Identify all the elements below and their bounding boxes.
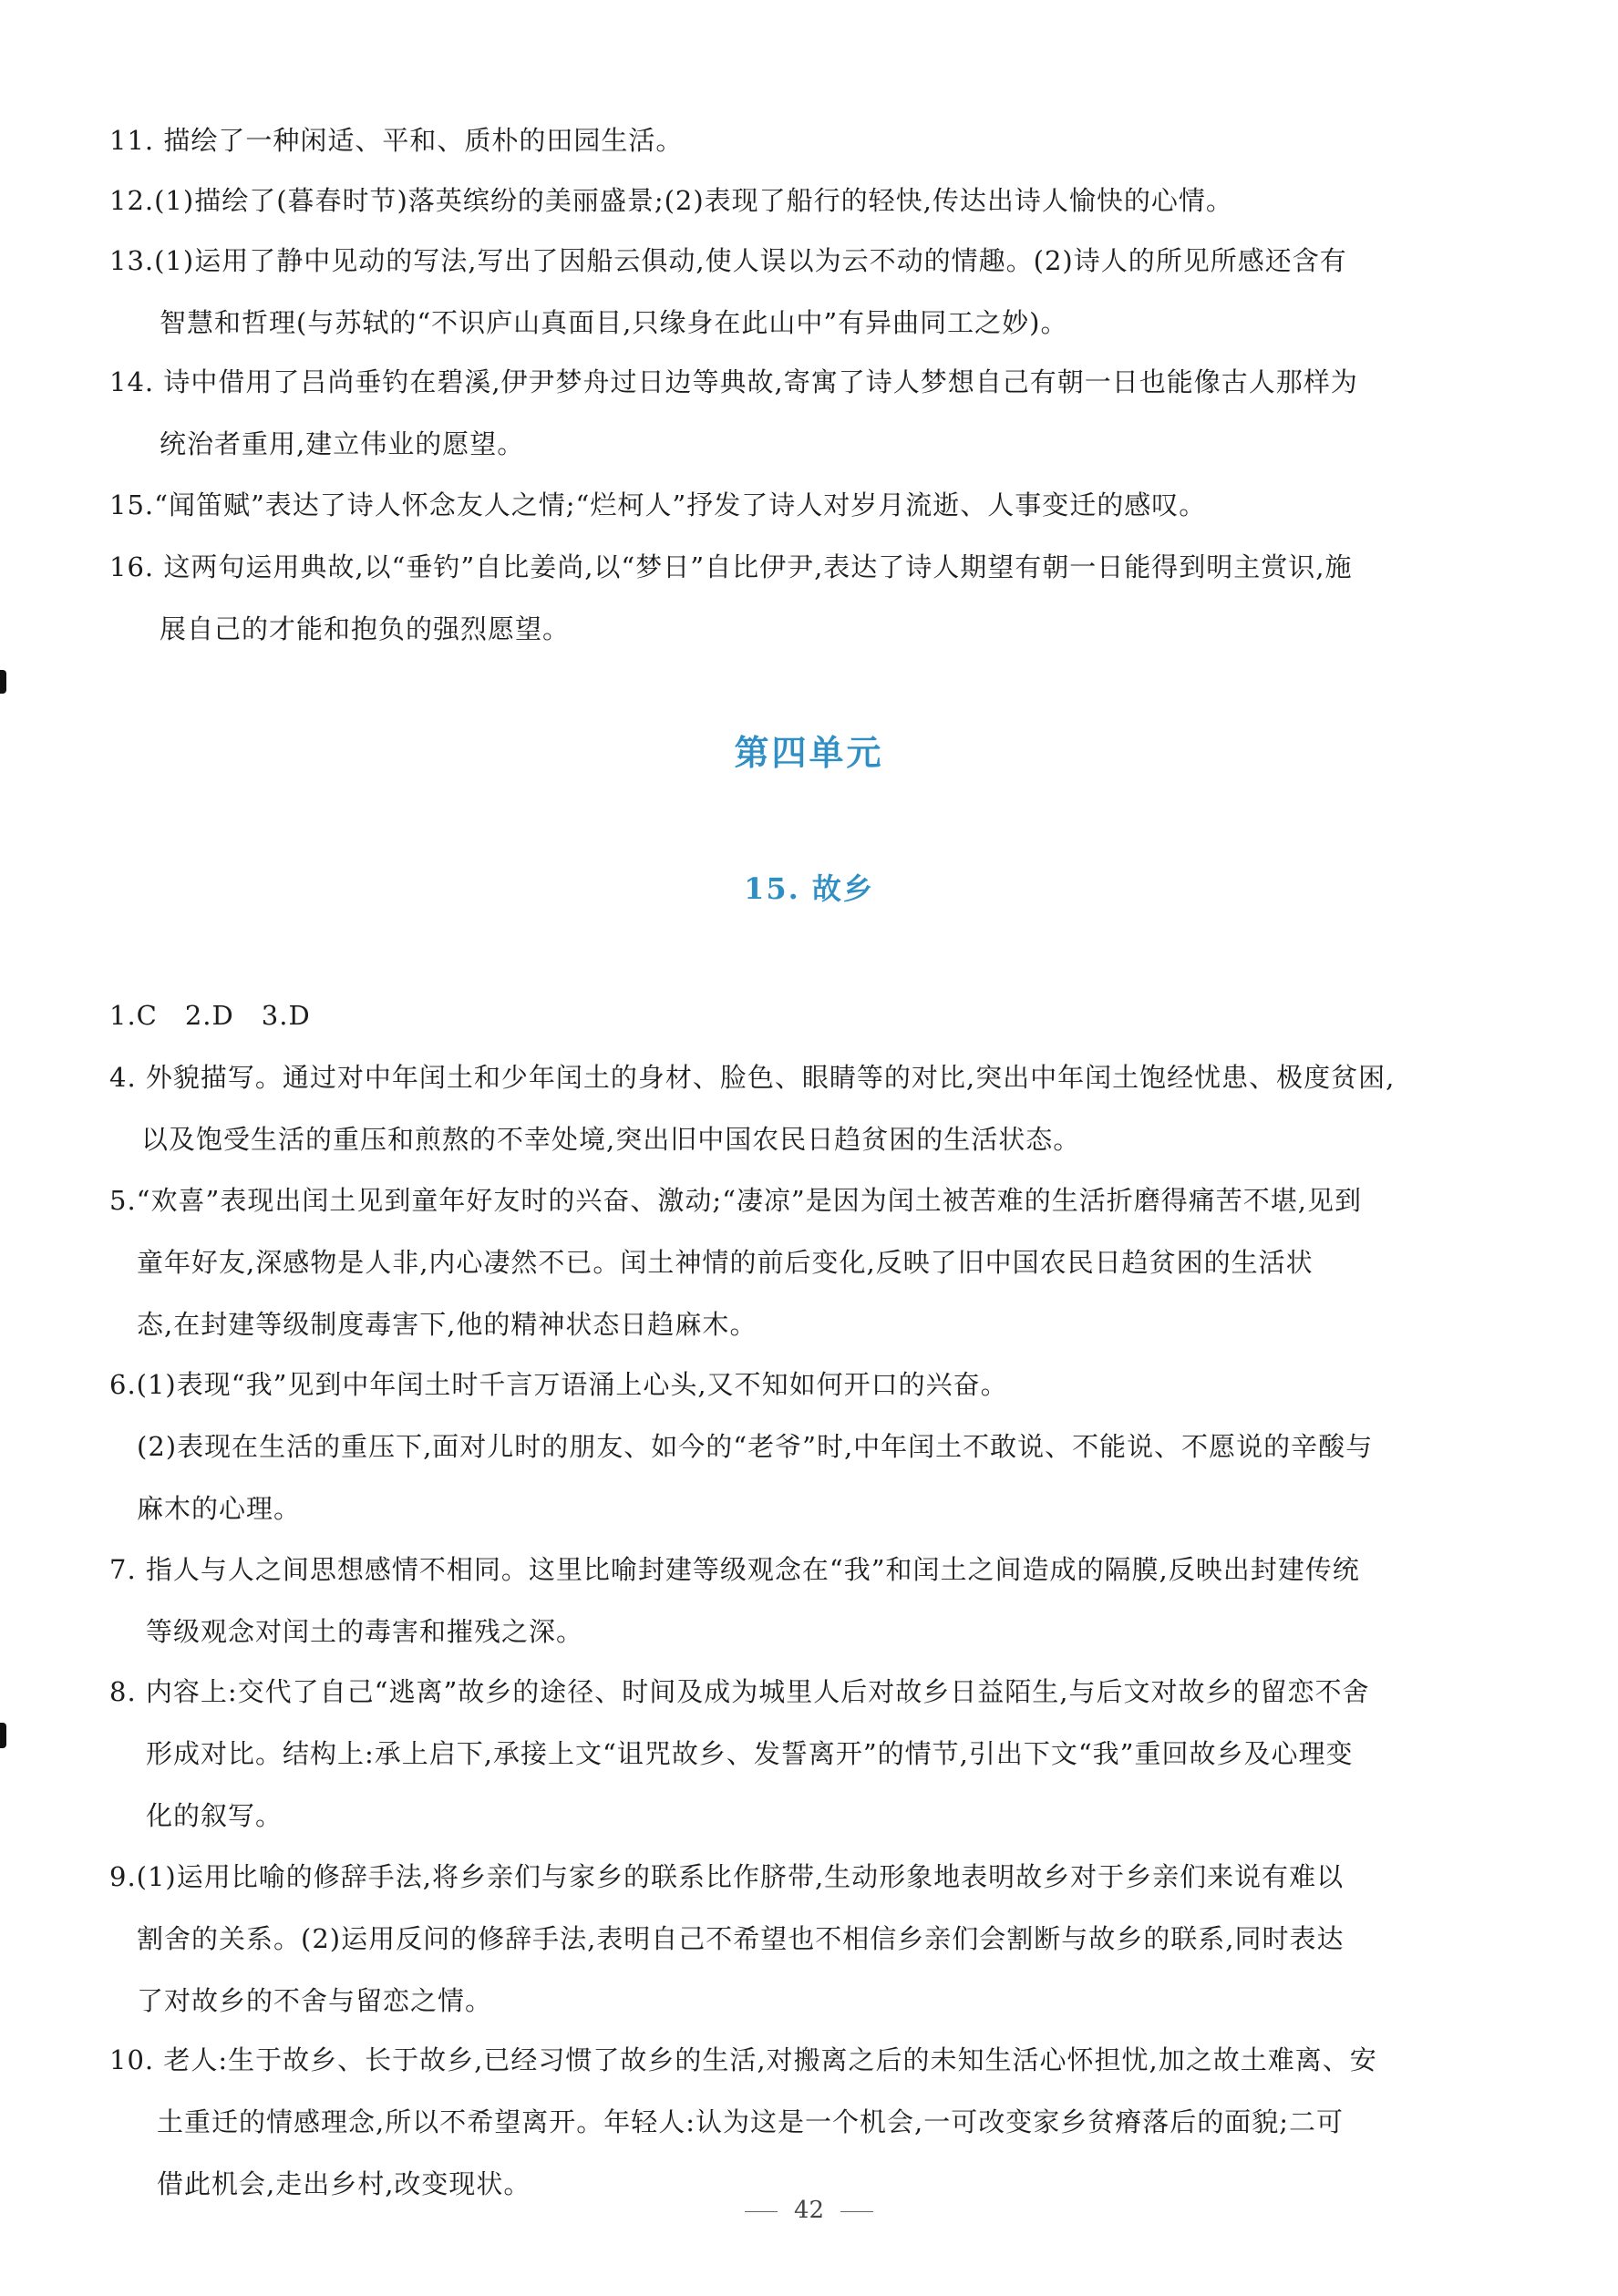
answer-line: 10. 老人:生于故乡、长于故乡,已经习惯了故乡的生活,对搬离之后的未知生活心怀担忧,加之故土难离、安: [109, 2044, 1377, 2075]
answer-line: 麻木的心理。: [137, 1493, 302, 1524]
answer-item-11: [109, 109, 1518, 171]
edge-mark: [0, 1723, 6, 1748]
answer-line: 6.(1)表现“我”见到中年闰土时千言万语涌上心头,又不知如何开口的兴奋。: [109, 1369, 1008, 1400]
answer-line: 割舍的关系。(2)运用反问的修辞手法,表明自己不希望也不相信乡亲们会割断与故乡的联系,同时表达: [137, 1923, 1345, 1954]
lesson-title: 15. 故乡: [744, 871, 874, 906]
edge-mark: [0, 670, 6, 694]
answer-line: 了对故乡的不舍与留恋之情。: [137, 1985, 493, 2016]
answer-item-8: [109, 1661, 1518, 1847]
answer-line: 借此机会,走出乡村,改变现状。: [157, 2168, 531, 2199]
answer-line: 以及饱受生活的重压和煎熬的不幸处境,突出旧中国农民日趋贫困的生活状态。: [141, 1124, 1081, 1155]
answer-line: 5.“欢喜”表现出闰土见到童年好友时的兴奋、激动;“凄凉”是因为闰土被苦难的生活折磨得痛苦不堪,见到: [109, 1185, 1362, 1216]
answer-line: 化的叙写。: [146, 1800, 283, 1831]
unit-title: 第四单元: [734, 733, 884, 773]
divider: [840, 2211, 873, 2212]
answer-item-1-3: [109, 984, 1518, 1046]
answer-item-12: [109, 170, 1518, 232]
answer-line: 态,在封建等级制度毒害下,他的精神状态日趋麻木。: [137, 1309, 757, 1340]
answer-item-7: [109, 1539, 1518, 1663]
answer-item-14: [109, 351, 1518, 475]
answer-line: (2)表现在生活的重压下,面对儿时的朋友、如今的“老爷”时,中年闰土不敢说、不能说、不愿说的辛酸与: [137, 1431, 1374, 1462]
answer-item-10: [109, 2029, 1518, 2215]
answer-line: 统治者重用,建立伟业的愿望。: [160, 428, 525, 459]
answer-line: 智慧和哲理(与苏轼的“不识庐山真面目,只缘身在此山中”有异曲同工之妙)。: [160, 307, 1068, 338]
answer-line: 15.“闻笛赋”表达了诗人怀念友人之情;“烂柯人”抒发了诗人对岁月流逝、人事变迁的感叹。: [109, 489, 1207, 520]
answer-item-15: [109, 474, 1518, 536]
answer-line: 7. 指人与人之间思想感情不相同。这里比喻封建等级观念在“我”和闰土之间造成的隔膜,反映出封建传统: [109, 1554, 1360, 1585]
answer-line: 童年好友,深感物是人非,内心凄然不已。闰土神情的前后变化,反映了旧中国农民日趋贫困的生活状: [137, 1247, 1314, 1278]
answer-item-6: [109, 1354, 1518, 1539]
answer-line: 12.(1)描绘了(暮春时节)落英缤纷的美丽盛景;(2)表现了船行的轻快,传达出诗人愉快的心情。: [109, 185, 1233, 216]
page-number: 42: [793, 2197, 825, 2224]
divider: [745, 2211, 778, 2212]
answer-line: 11. 描绘了一种闲适、平和、质朴的田园生活。: [109, 125, 684, 156]
answer-line: 14. 诗中借用了吕尚垂钓在碧溪,伊尹梦舟过日边等典故,寄寓了诗人梦想自己有朝一日也能像古人那样为: [109, 366, 1358, 397]
answer-line: 形成对比。结构上:承上启下,承接上文“诅咒故乡、发誓离开”的情节,引出下文“我”重回故乡及心理变: [146, 1738, 1354, 1769]
answer-item-4: [109, 1046, 1518, 1170]
answer-item-16: [109, 536, 1518, 660]
answer-line: 展自己的才能和抱负的强烈愿望。: [160, 613, 571, 644]
answer-line: 16. 这两句运用典故,以“垂钓”自比姜尚,以“梦日”自比伊尹,表达了诗人期望有朝一日能得到明主赏识,施: [109, 551, 1353, 582]
answer-item-9: [109, 1846, 1518, 2032]
answer-line: 土重迁的情感理念,所以不希望离开。年轻人:认为这是一个机会,一可改变家乡贫瘠落后的面貌;二可: [157, 2106, 1344, 2137]
answer-line: 4. 外貌描写。通过对中年闰土和少年闰土的身材、脸色、眼睛等的对比,突出中年闰土饱经忧患、极度贫困,: [109, 1062, 1396, 1093]
answer-line: 等级观念对闰土的毒害和摧残之深。: [146, 1616, 584, 1647]
answer-line: 1.C 2.D 3.D: [109, 1000, 311, 1031]
answer-line: 8. 内容上:交代了自己“逃离”故乡的途径、时间及成为城里人后对故乡日益陌生,与后文对故乡的留恋不舍: [109, 1676, 1370, 1707]
answer-item-13: [109, 230, 1518, 354]
answer-line: 9.(1)运用比喻的修辞手法,将乡亲们与家乡的联系比作脐带,生动形象地表明故乡对于乡亲们来说有难以: [109, 1861, 1345, 1892]
answer-line: 13.(1)运用了静中见动的写法,写出了因船云俱动,使人误以为云不动的情趣。(2)诗人的所见所感还含有: [109, 245, 1347, 276]
page-number-footer: [0, 2197, 1618, 2224]
answer-item-5: [109, 1169, 1518, 1355]
